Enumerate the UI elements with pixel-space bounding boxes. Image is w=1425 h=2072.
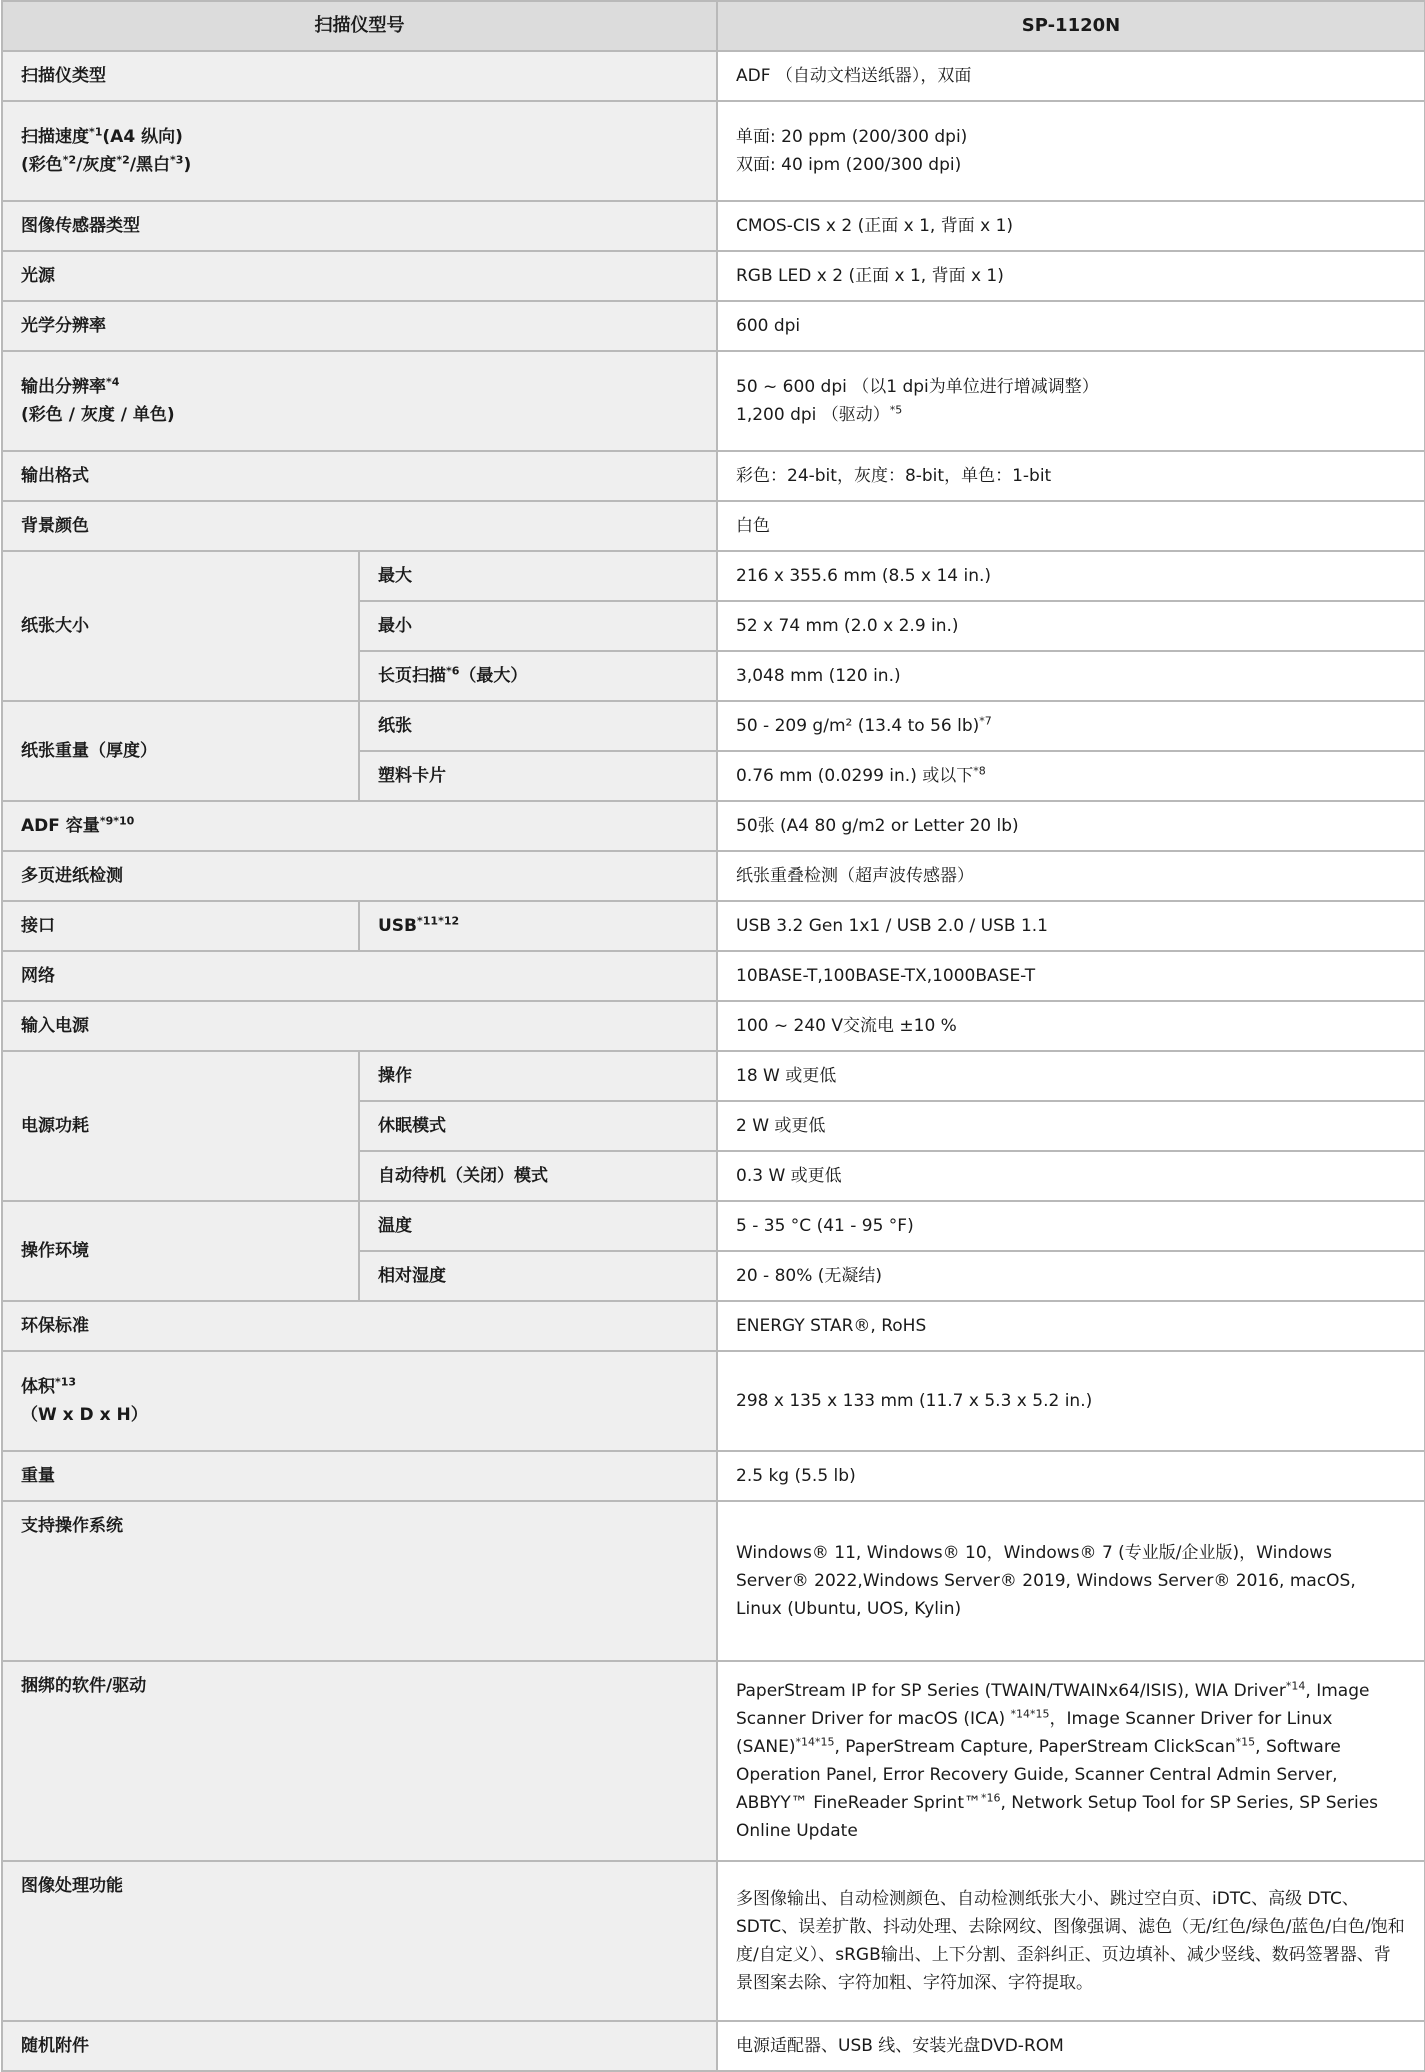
value-sensor: CMOS-CIS x 2 (正面 x 1, 背面 x 1)	[717, 201, 1425, 251]
value-network: 10BASE-T,100BASE-TX,1000BASE-T	[717, 951, 1425, 1001]
label-multifeed: 多页进纸检测	[2, 851, 717, 901]
value-scan-speed-simplex: 单面: 20 ppm (200/300 dpi)	[736, 127, 968, 147]
label-env-temp: 温度	[359, 1201, 717, 1251]
row-interface	[2, 901, 1425, 951]
value-os: Windows® 11, Windows® 10，Windows® 7 (专业版/企业版)，Windows Server® 2022,Windows Server® 2019, Windows Server® 2016, macOS, Linux (Ubuntu, UOS, Kylin)	[717, 1501, 1425, 1661]
label-power-off: 自动待机（关闭）模式	[359, 1151, 717, 1201]
label-accessories: 随机附件	[2, 2021, 717, 2071]
row-optical-res	[2, 301, 1425, 351]
row-paper-size-max	[2, 551, 1425, 601]
row-paper-weight-paper	[2, 701, 1425, 751]
label-env-humidity: 相对湿度	[359, 1251, 717, 1301]
value-paper-size-max: 216 x 355.6 mm (8.5 x 14 in.)	[717, 551, 1425, 601]
row-scanner-type	[2, 51, 1425, 101]
label-paper-weight-paper: 纸张	[359, 701, 717, 751]
row-image-processing	[2, 1861, 1425, 2021]
label-paper-size-long: 长页扫描$^{*6}$（最大）	[359, 651, 717, 701]
value-paper-size-min: 52 x 74 mm (2.0 x 2.9 in.)	[717, 601, 1425, 651]
value-light: RGB LED x 2 (正面 x 1, 背面 x 1)	[717, 251, 1425, 301]
row-weight	[2, 1451, 1425, 1501]
value-image-processing: 多图像输出、自动检测颜色、自动检测纸张大小、跳过空白页、iDTC、高级 DTC、SDTC、误差扩散、抖动处理、去除网纹、图像强调、滤色（无/红色/绿色/蓝色/白色/饱和度/自定义）、sRGB输出、上下分割、歪斜纠正、页边填补、减少竖线、数码签署器、背景图案去除、字符加粗、字符加深、字符提取。	[717, 1861, 1425, 2021]
value-software: PaperStream IP for SP Series (TWAIN/TWAINx64/ISIS), WIA Driver$^{*14}$, Image Scanner Driver for macOS (ICA) $^{*14*15}$，Image Scanner Driver for Linux (SANE)$^{*14*15}$, PaperStream Capture, PaperStream ClickScan$^{*15}$, Software Operation Panel, Error Recovery Guide, Scanner Central Admin Server, ABBYY™ FineReader Sprint™$^{*16}$, Network Setup Tool for SP Series, SP Series Online Update	[717, 1661, 1425, 1861]
label-power-operating: 操作	[359, 1051, 717, 1101]
value-optical-res: 600 dpi	[717, 301, 1425, 351]
label-scanner-type: 扫描仪类型	[2, 51, 717, 101]
label-output-format: 输出格式	[2, 451, 717, 501]
row-output-res	[2, 351, 1425, 451]
label-light: 光源	[2, 251, 717, 301]
label-paper-size-max: 最大	[359, 551, 717, 601]
value-weight: 2.5 kg (5.5 lb)	[717, 1451, 1425, 1501]
label-output-res: 输出分辨率$^{*4}$ (彩色 / 灰度 / 单色)	[2, 351, 717, 451]
label-dimensions: 体积$^{*13}$ （W x D x H）	[2, 1351, 717, 1451]
row-multifeed	[2, 851, 1425, 901]
label-paper-size: 纸张大小	[2, 551, 359, 701]
label-scan-speed: 扫描速度$^{*1}$(A4 纵向) (彩色$^{*2}$/灰度$^{*2}$/黑白$^{*3}$)	[2, 101, 717, 201]
row-sensor	[2, 201, 1425, 251]
label-adf-capacity: ADF 容量$^{*9*10}$	[2, 801, 717, 851]
value-output-format: 彩色：24-bit，灰度：8-bit，单色：1-bit	[717, 451, 1425, 501]
label-sensor: 图像传感器类型	[2, 201, 717, 251]
row-dimensions	[2, 1351, 1425, 1451]
row-background	[2, 501, 1425, 551]
value-power-input: 100 ~ 240 V交流电 ±10 %	[717, 1001, 1425, 1051]
label-power-consumption: 电源功耗	[2, 1051, 359, 1201]
row-light	[2, 251, 1425, 301]
label-image-processing: 图像处理功能	[2, 1861, 717, 2021]
label-environment: 操作环境	[2, 1201, 359, 1301]
value-env-humidity: 20 - 80% (无凝结)	[717, 1251, 1425, 1301]
value-scanner-type: ADF （自动文档送纸器），双面	[717, 51, 1425, 101]
value-background: 白色	[717, 501, 1425, 551]
label-weight: 重量	[2, 1451, 717, 1501]
value-power-off: 0.3 W 或更低	[717, 1151, 1425, 1201]
row-adf-capacity	[2, 801, 1425, 851]
value-paper-size-long: 3,048 mm (120 in.)	[717, 651, 1425, 701]
value-paper-weight-card: 0.76 mm (0.0299 in.) 或以下$^{*8}$	[717, 751, 1425, 801]
row-env-temp	[2, 1201, 1425, 1251]
label-optical-res: 光学分辨率	[2, 301, 717, 351]
value-eco: ENERGY STAR®, RoHS	[717, 1301, 1425, 1351]
value-adf-capacity: 50张 (A4 80 g/m2 or Letter 20 lb)	[717, 801, 1425, 851]
value-scan-speed-duplex: 双面: 40 ipm (200/300 dpi)	[736, 155, 962, 175]
label-software: 捆绑的软件/驱动	[2, 1661, 717, 1861]
value-interface: USB 3.2 Gen 1x1 / USB 2.0 / USB 1.1	[717, 901, 1425, 951]
label-power-input: 输入电源	[2, 1001, 717, 1051]
value-env-temp: 5 - 35 °C (41 - 95 °F)	[717, 1201, 1425, 1251]
value-dimensions: 298 x 135 x 133 mm (11.7 x 5.3 x 5.2 in.)	[717, 1351, 1425, 1451]
row-os	[2, 1501, 1425, 1661]
label-eco: 环保标准	[2, 1301, 717, 1351]
row-power-input	[2, 1001, 1425, 1051]
row-power-operating	[2, 1051, 1425, 1101]
label-paper-size-min: 最小	[359, 601, 717, 651]
value-power-sleep: 2 W 或更低	[717, 1101, 1425, 1151]
label-interface-usb: $USB^{*11*12}$	[359, 901, 717, 951]
value-paper-weight-paper: 50 - 209 g/m² (13.4 to 56 lb)$^{*7}$	[717, 701, 1425, 751]
header-label: 扫描仪型号	[2, 1, 717, 51]
value-scan-speed	[717, 101, 1425, 201]
label-power-sleep: 休眠模式	[359, 1101, 717, 1151]
label-interface: 接口	[2, 901, 359, 951]
label-paper-weight: 纸张重量（厚度）	[2, 701, 359, 801]
value-output-res: 50 ~ 600 dpi （以1 dpi为单位进行增减调整） 1,200 dpi （驱动）$^{*5}$	[717, 351, 1425, 451]
label-os: 支持操作系统	[2, 1501, 717, 1661]
row-eco	[2, 1301, 1425, 1351]
label-background: 背景颜色	[2, 501, 717, 551]
row-accessories	[2, 2021, 1425, 2071]
row-network	[2, 951, 1425, 1001]
label-network: 网络	[2, 951, 717, 1001]
value-accessories: 电源适配器、USB 线、安装光盘DVD-ROM	[717, 2021, 1425, 2071]
spec-table	[1, 0, 1425, 2072]
value-multifeed: 纸张重叠检测（超声波传感器）	[717, 851, 1425, 901]
row-scan-speed	[2, 101, 1425, 201]
label-paper-weight-card: 塑料卡片	[359, 751, 717, 801]
row-output-format	[2, 451, 1425, 501]
row-software	[2, 1661, 1425, 1861]
header-row	[2, 1, 1425, 51]
value-power-operating: 18 W 或更低	[717, 1051, 1425, 1101]
header-model: SP-1120N	[717, 1, 1425, 51]
